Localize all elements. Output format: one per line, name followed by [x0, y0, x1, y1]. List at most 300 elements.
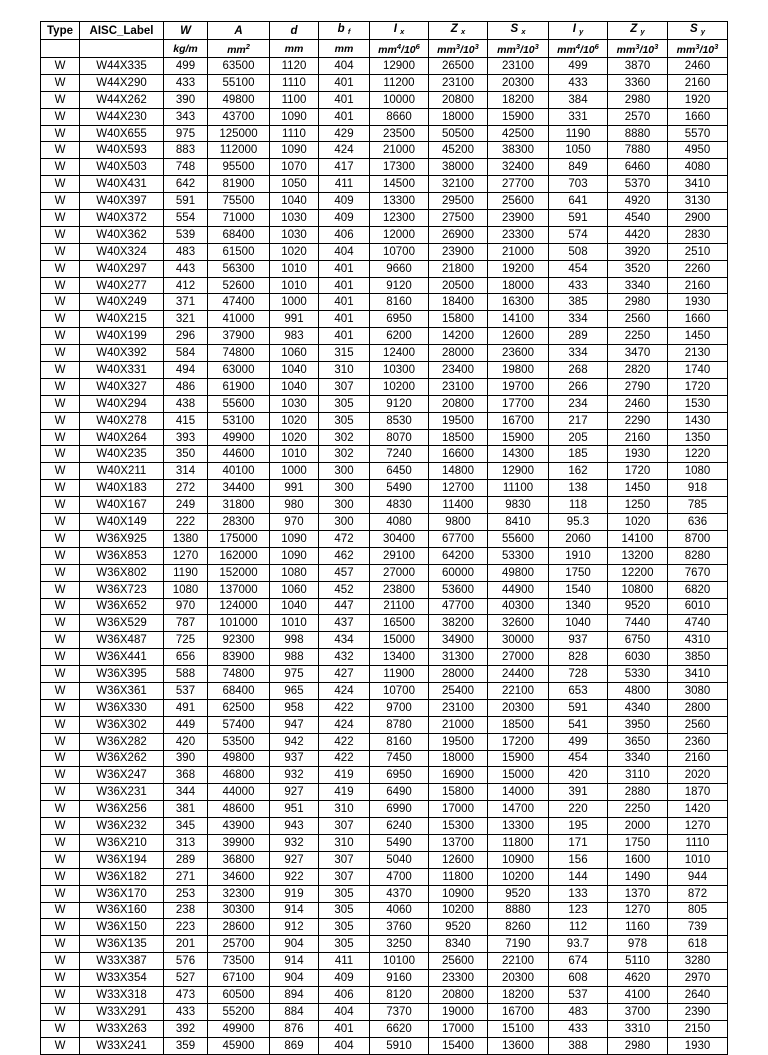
cell-iy: 849: [549, 159, 608, 176]
cell-ix: 7240: [370, 446, 429, 463]
cell-aisc-label: W40X593: [80, 142, 164, 159]
cell-zy: 1450: [608, 480, 668, 497]
cell-sx: 13600: [488, 1037, 549, 1054]
cell-flange-width: 315: [319, 345, 370, 362]
cell-depth: 1060: [270, 345, 319, 362]
cell-type: W: [41, 328, 80, 345]
table-row: [41, 851, 728, 868]
cell-flange-width: 300: [319, 463, 370, 480]
table-body: [41, 58, 728, 1055]
cell-zx: 21000: [429, 716, 488, 733]
cell-weight: 314: [164, 463, 208, 480]
cell-depth: 1070: [270, 159, 319, 176]
cell-iy: 541: [549, 716, 608, 733]
cell-depth: 975: [270, 666, 319, 683]
cell-ix: 8070: [370, 429, 429, 446]
cell-zx: 8340: [429, 936, 488, 953]
cell-ix: 10100: [370, 953, 429, 970]
cell-area: 55100: [208, 74, 270, 91]
cell-sy: 2560: [668, 716, 728, 733]
cell-depth: 1030: [270, 210, 319, 227]
cell-sx: 14700: [488, 801, 549, 818]
cell-sx: 27700: [488, 176, 549, 193]
cell-area: 34400: [208, 480, 270, 497]
cell-ix: 9120: [370, 395, 429, 412]
cell-ix: 12400: [370, 345, 429, 362]
cell-flange-width: 305: [319, 919, 370, 936]
table-row: [41, 834, 728, 851]
table-row: [41, 260, 728, 277]
cell-zx: 16900: [429, 767, 488, 784]
header-row: [41, 22, 728, 40]
cell-area: 95500: [208, 159, 270, 176]
cell-aisc-label: W40X655: [80, 125, 164, 142]
cell-sx: 17200: [488, 733, 549, 750]
table-row: [41, 514, 728, 531]
cell-area: 61500: [208, 243, 270, 260]
cell-sy: 872: [668, 885, 728, 902]
cell-ix: 11900: [370, 666, 429, 683]
cell-zy: 1160: [608, 919, 668, 936]
header-sy: S $_y$: [668, 22, 728, 40]
cell-iy: 608: [549, 970, 608, 987]
cell-ix: 12900: [370, 58, 429, 75]
cell-aisc-label: W40X235: [80, 446, 164, 463]
cell-flange-width: 424: [319, 142, 370, 159]
cell-aisc-label: W36X247: [80, 767, 164, 784]
cell-aisc-label: W40X167: [80, 497, 164, 514]
unit-zy: $mm^3/10^3$: [608, 40, 668, 58]
cell-type: W: [41, 851, 80, 868]
cell-area: 49800: [208, 750, 270, 767]
cell-aisc-label: W40X392: [80, 345, 164, 362]
cell-type: W: [41, 801, 80, 818]
cell-type: W: [41, 277, 80, 294]
cell-ix: 17300: [370, 159, 429, 176]
table-row: [41, 953, 728, 970]
cell-weight: 222: [164, 514, 208, 531]
cell-depth: 894: [270, 986, 319, 1003]
cell-sx: 32600: [488, 615, 549, 632]
table-row: [41, 530, 728, 547]
cell-aisc-label: W44X230: [80, 108, 164, 125]
cell-type: W: [41, 176, 80, 193]
cell-weight: 591: [164, 193, 208, 210]
cell-sy: 1350: [668, 429, 728, 446]
unit-iy: $mm^4/10^6$: [549, 40, 608, 58]
cell-depth: 927: [270, 851, 319, 868]
cell-sx: 27000: [488, 649, 549, 666]
cell-area: 49800: [208, 91, 270, 108]
cell-iy: 144: [549, 868, 608, 885]
table-row: [41, 716, 728, 733]
cell-sy: 739: [668, 919, 728, 936]
cell-type: W: [41, 818, 80, 835]
cell-area: 49900: [208, 1020, 270, 1037]
cell-weight: 491: [164, 699, 208, 716]
cell-aisc-label: W40X331: [80, 362, 164, 379]
cell-aisc-label: W36X231: [80, 784, 164, 801]
cell-aisc-label: W44X290: [80, 74, 164, 91]
cell-aisc-label: W36X170: [80, 885, 164, 902]
table-row: [41, 395, 728, 412]
cell-sy: 1930: [668, 294, 728, 311]
cell-type: W: [41, 345, 80, 362]
cell-sy: 2460: [668, 58, 728, 75]
header-ix: I $_x$: [370, 22, 429, 40]
cell-iy: 1910: [549, 547, 608, 564]
cell-type: W: [41, 784, 80, 801]
cell-area: 92300: [208, 632, 270, 649]
cell-aisc-label: W36X282: [80, 733, 164, 750]
cell-ix: 6490: [370, 784, 429, 801]
table-row: [41, 547, 728, 564]
cell-flange-width: 310: [319, 801, 370, 818]
cell-ix: 6950: [370, 311, 429, 328]
cell-sx: 12900: [488, 463, 549, 480]
cell-iy: 1750: [549, 564, 608, 581]
cell-sx: 20300: [488, 699, 549, 716]
cell-aisc-label: W33X263: [80, 1020, 164, 1037]
cell-ix: 13400: [370, 649, 429, 666]
unit-flange-width: mm: [319, 40, 370, 58]
cell-area: 73500: [208, 953, 270, 970]
cell-zy: 9520: [608, 598, 668, 615]
unit-weight: kg/m: [164, 40, 208, 58]
unit-area: $mm^2$: [208, 40, 270, 58]
cell-flange-width: 404: [319, 58, 370, 75]
cell-type: W: [41, 615, 80, 632]
cell-weight: 588: [164, 666, 208, 683]
cell-depth: 991: [270, 480, 319, 497]
cell-type: W: [41, 919, 80, 936]
cell-depth: 912: [270, 919, 319, 936]
table-row: [41, 885, 728, 902]
cell-sy: 1450: [668, 328, 728, 345]
unit-depth: mm: [270, 40, 319, 58]
cell-type: W: [41, 514, 80, 531]
cell-aisc-label: W36X652: [80, 598, 164, 615]
cell-sx: 18000: [488, 277, 549, 294]
cell-aisc-label: W40X249: [80, 294, 164, 311]
cell-aisc-label: W36X723: [80, 581, 164, 598]
cell-zx: 18400: [429, 294, 488, 311]
header-depth: d: [270, 22, 319, 40]
cell-zx: 29500: [429, 193, 488, 210]
cell-area: 125000: [208, 125, 270, 142]
cell-zy: 4920: [608, 193, 668, 210]
cell-sx: 19200: [488, 260, 549, 277]
cell-zx: 16600: [429, 446, 488, 463]
cell-sy: 2800: [668, 699, 728, 716]
table-row: [41, 345, 728, 362]
cell-zy: 2570: [608, 108, 668, 125]
cell-zx: 25400: [429, 682, 488, 699]
unit-sy: $mm^3/10^3$: [668, 40, 728, 58]
cell-sx: 21000: [488, 243, 549, 260]
table-row: [41, 74, 728, 91]
cell-type: W: [41, 108, 80, 125]
cell-weight: 253: [164, 885, 208, 902]
cell-sy: 805: [668, 902, 728, 919]
cell-sy: 3850: [668, 649, 728, 666]
table-row: [41, 142, 728, 159]
cell-zx: 10200: [429, 902, 488, 919]
cell-type: W: [41, 733, 80, 750]
cell-sx: 20300: [488, 74, 549, 91]
cell-depth: 980: [270, 497, 319, 514]
cell-type: W: [41, 125, 80, 142]
table-row: [41, 429, 728, 446]
cell-sx: 53300: [488, 547, 549, 564]
cell-type: W: [41, 429, 80, 446]
cell-flange-width: 404: [319, 243, 370, 260]
cell-flange-width: 457: [319, 564, 370, 581]
cell-flange-width: 472: [319, 530, 370, 547]
cell-sx: 15000: [488, 767, 549, 784]
cell-depth: 942: [270, 733, 319, 750]
cell-depth: 943: [270, 818, 319, 835]
cell-zx: 15800: [429, 311, 488, 328]
cell-depth: 983: [270, 328, 319, 345]
cell-aisc-label: W36X529: [80, 615, 164, 632]
cell-type: W: [41, 243, 80, 260]
cell-ix: 23500: [370, 125, 429, 142]
cell-depth: 914: [270, 902, 319, 919]
cell-weight: 296: [164, 328, 208, 345]
cell-zx: 15400: [429, 1037, 488, 1054]
cell-sx: 18200: [488, 91, 549, 108]
cell-depth: 1010: [270, 277, 319, 294]
cell-iy: 162: [549, 463, 608, 480]
cell-depth: 1090: [270, 108, 319, 125]
cell-type: W: [41, 530, 80, 547]
cell-zx: 10900: [429, 885, 488, 902]
cell-iy: 674: [549, 953, 608, 970]
cell-sy: 1220: [668, 446, 728, 463]
cell-flange-width: 401: [319, 108, 370, 125]
cell-type: W: [41, 834, 80, 851]
cell-sy: 4310: [668, 632, 728, 649]
cell-sy: 1720: [668, 378, 728, 395]
cell-ix: 7450: [370, 750, 429, 767]
cell-flange-width: 424: [319, 716, 370, 733]
cell-zx: 14200: [429, 328, 488, 345]
cell-area: 52600: [208, 277, 270, 294]
cell-weight: 527: [164, 970, 208, 987]
cell-flange-width: 305: [319, 885, 370, 902]
cell-ix: 10300: [370, 362, 429, 379]
cell-iy: 703: [549, 176, 608, 193]
cell-sx: 14100: [488, 311, 549, 328]
unit-zx: $mm^3/10^3$: [429, 40, 488, 58]
cell-zy: 2980: [608, 91, 668, 108]
cell-weight: 970: [164, 598, 208, 615]
table-row: [41, 936, 728, 953]
cell-sx: 14300: [488, 446, 549, 463]
cell-iy: 234: [549, 395, 608, 412]
cell-ix: 6950: [370, 767, 429, 784]
cell-weight: 368: [164, 767, 208, 784]
cell-zy: 2980: [608, 294, 668, 311]
cell-ix: 5490: [370, 480, 429, 497]
cell-ix: 4080: [370, 514, 429, 531]
cell-iy: 828: [549, 649, 608, 666]
cell-iy: 728: [549, 666, 608, 683]
cell-type: W: [41, 649, 80, 666]
cell-depth: 904: [270, 936, 319, 953]
cell-ix: 8120: [370, 986, 429, 1003]
header-aisc-label: AISC_Label: [80, 22, 164, 40]
cell-sy: 1660: [668, 108, 728, 125]
cell-area: 68400: [208, 682, 270, 699]
cell-zx: 26500: [429, 58, 488, 75]
cell-area: 62500: [208, 699, 270, 716]
cell-ix: 5040: [370, 851, 429, 868]
cell-sx: 8880: [488, 902, 549, 919]
cell-sx: 19700: [488, 378, 549, 395]
table-row: [41, 1003, 728, 1020]
cell-type: W: [41, 986, 80, 1003]
cell-iy: 433: [549, 74, 608, 91]
cell-iy: 156: [549, 851, 608, 868]
cell-sx: 18500: [488, 716, 549, 733]
cell-area: 63000: [208, 362, 270, 379]
cell-sy: 2130: [668, 345, 728, 362]
cell-ix: 8160: [370, 733, 429, 750]
cell-depth: 1020: [270, 412, 319, 429]
cell-weight: 1190: [164, 564, 208, 581]
cell-flange-width: 300: [319, 497, 370, 514]
cell-area: 31800: [208, 497, 270, 514]
cell-zx: 60000: [429, 564, 488, 581]
cell-zx: 38200: [429, 615, 488, 632]
header-flange-width: b $_f$: [319, 22, 370, 40]
cell-sx: 15900: [488, 750, 549, 767]
cell-type: W: [41, 682, 80, 699]
cell-area: 32300: [208, 885, 270, 902]
cell-depth: 1100: [270, 91, 319, 108]
cell-aisc-label: W36X160: [80, 902, 164, 919]
cell-zx: 18500: [429, 429, 488, 446]
cell-flange-width: 422: [319, 699, 370, 716]
cell-sx: 38300: [488, 142, 549, 159]
cell-area: 56300: [208, 260, 270, 277]
cell-flange-width: 409: [319, 970, 370, 987]
cell-zx: 34900: [429, 632, 488, 649]
cell-flange-width: 401: [319, 328, 370, 345]
cell-sy: 3410: [668, 666, 728, 683]
cell-flange-width: 401: [319, 311, 370, 328]
cell-depth: 991: [270, 311, 319, 328]
table-row: [41, 243, 728, 260]
cell-weight: 201: [164, 936, 208, 953]
cell-ix: 5490: [370, 834, 429, 851]
cell-sx: 10200: [488, 868, 549, 885]
table-row: [41, 362, 728, 379]
cell-zy: 6750: [608, 632, 668, 649]
header-type: Type: [41, 22, 80, 40]
cell-iy: 385: [549, 294, 608, 311]
cell-type: W: [41, 58, 80, 75]
cell-weight: 1080: [164, 581, 208, 598]
cell-sx: 11100: [488, 480, 549, 497]
cell-area: 74800: [208, 666, 270, 683]
table-row: [41, 649, 728, 666]
cell-flange-width: 307: [319, 868, 370, 885]
cell-weight: 537: [164, 682, 208, 699]
cell-aisc-label: W40X324: [80, 243, 164, 260]
cell-aisc-label: W40X149: [80, 514, 164, 531]
cell-area: 83900: [208, 649, 270, 666]
cell-iy: 138: [549, 480, 608, 497]
cell-flange-width: 310: [319, 362, 370, 379]
cell-flange-width: 429: [319, 125, 370, 142]
cell-depth: 947: [270, 716, 319, 733]
cell-ix: 23800: [370, 581, 429, 598]
cell-ix: 10700: [370, 243, 429, 260]
cell-flange-width: 422: [319, 750, 370, 767]
cell-weight: 576: [164, 953, 208, 970]
cell-iy: 217: [549, 412, 608, 429]
header-sx: S $_x$: [488, 22, 549, 40]
unit-ix: $mm^4/10^6$: [370, 40, 429, 58]
table-row: [41, 294, 728, 311]
cell-flange-width: 401: [319, 91, 370, 108]
cell-ix: 8780: [370, 716, 429, 733]
cell-depth: 1110: [270, 74, 319, 91]
cell-zx: 21800: [429, 260, 488, 277]
cell-flange-width: 424: [319, 682, 370, 699]
cell-sx: 15100: [488, 1020, 549, 1037]
cell-zy: 4620: [608, 970, 668, 987]
cell-aisc-label: W36X330: [80, 699, 164, 716]
cell-flange-width: 310: [319, 834, 370, 851]
cell-zx: 50500: [429, 125, 488, 142]
cell-depth: 876: [270, 1020, 319, 1037]
cell-zx: 17000: [429, 801, 488, 818]
cell-ix: 3760: [370, 919, 429, 936]
cell-sy: 3280: [668, 953, 728, 970]
cell-depth: 1000: [270, 463, 319, 480]
cell-sy: 1430: [668, 412, 728, 429]
cell-weight: 642: [164, 176, 208, 193]
cell-type: W: [41, 480, 80, 497]
cell-aisc-label: W36X262: [80, 750, 164, 767]
table-row: [41, 750, 728, 767]
cell-weight: 554: [164, 210, 208, 227]
cell-sy: 2970: [668, 970, 728, 987]
cell-zy: 4340: [608, 699, 668, 716]
cell-aisc-label: W40X362: [80, 226, 164, 243]
table-row: [41, 615, 728, 632]
cell-area: 36800: [208, 851, 270, 868]
cell-sx: 13300: [488, 818, 549, 835]
cell-aisc-label: W40X297: [80, 260, 164, 277]
cell-sx: 8260: [488, 919, 549, 936]
cell-zx: 32100: [429, 176, 488, 193]
cell-aisc-label: W33X291: [80, 1003, 164, 1020]
cell-area: 37900: [208, 328, 270, 345]
cell-sx: 25600: [488, 193, 549, 210]
cell-iy: 133: [549, 885, 608, 902]
cell-flange-width: 401: [319, 1020, 370, 1037]
cell-weight: 390: [164, 91, 208, 108]
cell-zx: 64200: [429, 547, 488, 564]
cell-ix: 21100: [370, 598, 429, 615]
cell-area: 44000: [208, 784, 270, 801]
cell-flange-width: 302: [319, 429, 370, 446]
